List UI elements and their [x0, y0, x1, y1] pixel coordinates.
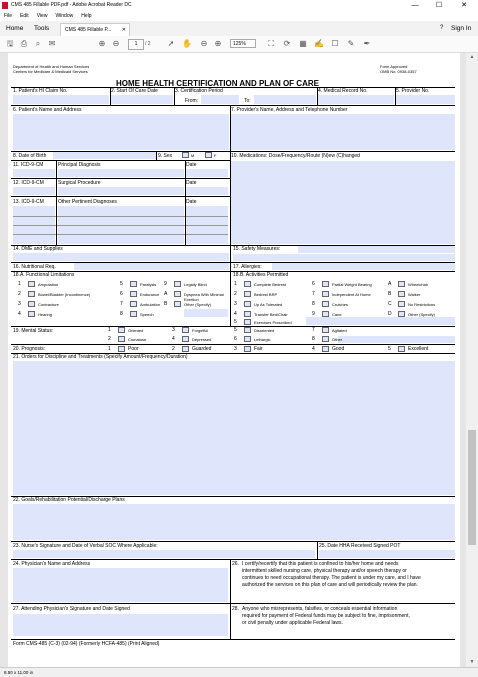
option-label: Guarded: [192, 346, 212, 352]
option-number: 4: [18, 311, 21, 317]
functional-other-field[interactable]: [184, 309, 228, 317]
divider: [174, 87, 175, 105]
label-allergies: 17. Allergies:: [233, 264, 262, 270]
minimize-button[interactable]: —: [411, 2, 419, 9]
divider: [230, 559, 231, 639]
maximize-button[interactable]: ☐: [435, 2, 443, 9]
option-label: Independent At Home: [332, 292, 371, 297]
principal-diagnosis-field[interactable]: [58, 169, 184, 177]
prognosis-checkbox[interactable]: [118, 346, 125, 352]
option-label: Walker: [408, 292, 421, 297]
option-number: 5: [120, 281, 123, 287]
option-number: 6: [312, 281, 315, 287]
certify-line-3: continues to need occupational therapy. The patient is under my care, and I have: [242, 575, 421, 581]
certify-line-2: intermittent skilled nursing care, physical therapy and/or speech therapy or: [242, 568, 407, 574]
page-total: / 2: [145, 41, 151, 47]
activities-checkbox[interactable]: [244, 319, 251, 325]
zoom-out-icon[interactable]: ⊖: [200, 39, 208, 48]
option-number: 2: [172, 346, 175, 352]
option-number: 6: [120, 291, 123, 297]
label-nurse-signature: 23. Nurse's Signature and Date of Verbal SOC Where Applicable:: [13, 543, 158, 549]
mental-status-checkbox[interactable]: [182, 327, 189, 333]
divider: [56, 160, 57, 246]
save-icon[interactable]: 🖫: [6, 39, 14, 48]
label-from: From:: [185, 98, 199, 104]
close-tab-icon[interactable]: ✕: [121, 27, 126, 33]
tab-home[interactable]: Home: [6, 25, 24, 32]
header-dept: Department of Health and Human Services: [13, 64, 90, 69]
label-icd-principal: 11. ICD-9-CM: [13, 162, 44, 168]
label-medications: 10. Medications: Dose/Frequency/Route (N)ew (C)hanged: [231, 153, 360, 159]
option-label: Wheelchair: [408, 282, 429, 287]
option-label: Other (Specify): [184, 302, 211, 307]
option-number: B: [388, 291, 392, 297]
zoom-level-dropdown[interactable]: 125%: [230, 39, 256, 48]
option-number: 2: [18, 291, 21, 297]
icd-principal-code-field[interactable]: [13, 169, 55, 177]
divider: [317, 541, 318, 559]
label-misrepresent-number: 28.: [232, 606, 239, 612]
divider: [185, 160, 186, 246]
activities-checkbox[interactable]: [244, 311, 251, 317]
option-label: Amputation: [38, 282, 59, 287]
functional-checkbox[interactable]: [28, 291, 35, 297]
divider: [156, 151, 157, 160]
activities-checkbox[interactable]: [398, 301, 405, 307]
activities-checkbox[interactable]: [322, 281, 329, 287]
document-viewer: [0, 53, 466, 667]
menu-edit[interactable]: Edit: [20, 13, 29, 19]
option-label: Poor: [128, 346, 139, 352]
divider: [11, 541, 455, 542]
activities-checkbox[interactable]: [398, 291, 405, 297]
option-label: Other (Specify): [408, 312, 435, 317]
option-label: Legally Blind: [184, 282, 207, 287]
previous-page-icon[interactable]: ⊕: [98, 39, 106, 48]
dme-field[interactable]: [13, 253, 229, 261]
label-date: Date: [186, 162, 197, 168]
read-mode-icon[interactable]: ▦: [299, 39, 307, 48]
prognosis-checkbox[interactable]: [244, 346, 251, 352]
page-number-input[interactable]: 1: [128, 39, 144, 50]
option-label: Paralysis: [140, 282, 157, 287]
mental-status-checkbox[interactable]: [118, 327, 125, 333]
activities-checkbox[interactable]: [244, 301, 251, 307]
tab-bar: [0, 21, 478, 37]
option-number: 5: [388, 346, 391, 352]
divider: [11, 559, 455, 560]
option-label: Bowel/Bladder (Incontinence): [38, 292, 91, 297]
medical-record-field[interactable]: [318, 95, 394, 104]
divider: [395, 87, 396, 105]
label-functional-limitations: 18.A. Functional Limitations: [13, 272, 75, 278]
menu-file[interactable]: File: [4, 13, 13, 19]
option-label: Disoriented: [254, 328, 275, 333]
option-number: 4: [234, 311, 237, 317]
label-icd-other: 13. ICD-9-CM: [13, 199, 44, 205]
pdf-page: [8, 53, 460, 667]
option-number: 7: [120, 301, 123, 307]
activities-other-field[interactable]: [306, 317, 455, 325]
option-label: Lethargic: [254, 337, 271, 342]
label-sex-m: M: [191, 153, 195, 158]
functional-checkbox[interactable]: [130, 301, 137, 307]
option-number: B: [164, 301, 168, 307]
safety-field-2[interactable]: [233, 254, 455, 261]
mail-icon[interactable]: ✉: [48, 39, 56, 48]
divider: [110, 87, 111, 105]
label-physician-name: 24. Physician's Name and Address: [13, 561, 91, 567]
label-surgical-procedure: Surgical Procedure: [58, 180, 101, 186]
option-label: Depressed: [192, 337, 212, 342]
label-date: Date: [186, 199, 197, 205]
label-sex-f: F: [214, 153, 217, 158]
option-number: C: [388, 301, 392, 307]
principal-date-field[interactable]: [186, 169, 228, 177]
form-footer: Form CMS-485 (C-3) (02-94) (Formerly HCFA-485) (Print Aligned): [13, 641, 160, 647]
option-label: Oriented: [128, 328, 144, 333]
start-of-care-field[interactable]: [111, 95, 173, 104]
activities-checkbox[interactable]: [322, 301, 329, 307]
divider: [13, 225, 228, 226]
functional-checkbox[interactable]: [130, 281, 137, 287]
mental-status-checkbox[interactable]: [244, 336, 251, 342]
divider: [11, 105, 455, 106]
option-number: D: [388, 311, 392, 317]
option-number: 1: [108, 327, 111, 333]
divider: [230, 105, 231, 151]
allergies-field[interactable]: [272, 263, 455, 270]
divider: [13, 216, 228, 217]
highlight-icon[interactable]: ✎: [347, 39, 355, 48]
provider-name-field[interactable]: [231, 114, 455, 150]
option-number: 1: [18, 281, 21, 287]
option-label: Good: [332, 346, 345, 352]
mental-status-checkbox[interactable]: [118, 336, 125, 342]
label-mental-status: 19. Mental Status:: [13, 328, 54, 334]
provider-no-field[interactable]: [396, 95, 455, 104]
label-to: To:: [244, 98, 251, 104]
option-number: A: [164, 291, 168, 297]
option-label: Speech: [140, 312, 154, 317]
tab-tools[interactable]: Tools: [34, 25, 50, 32]
label-medical-record: 4. Medical Record No.: [318, 88, 368, 94]
certify-line-4: authorized the services on this plan of care and will periodically review the plan.: [242, 582, 418, 588]
page-size-readout: 8.50 x 11.00 in: [4, 670, 34, 675]
label-start-of-care: 2. Start Of Care Date: [111, 88, 158, 94]
divider: [13, 234, 228, 235]
label-provider-no: 5. Provider No.: [396, 88, 430, 94]
option-number: 9: [312, 311, 315, 317]
label-sex: 9. Sex: [158, 153, 173, 159]
header-cms: Centers for Medicare & Medicaid Services: [13, 69, 88, 74]
option-label: Complete Bedrest: [254, 282, 287, 287]
goals-field[interactable]: [13, 504, 455, 540]
safety-field-1[interactable]: [298, 246, 455, 253]
option-number: 3: [234, 346, 237, 352]
option-label: Excellent: [408, 346, 429, 352]
divider: [11, 178, 230, 179]
option-label: Endurance: [140, 292, 160, 297]
label-date: Date: [186, 180, 197, 186]
functional-checkbox[interactable]: [130, 291, 137, 297]
activities-checkbox[interactable]: [322, 311, 329, 317]
attending-signature-field[interactable]: [13, 614, 228, 636]
label-safety: 15. Safety Measures:: [233, 246, 281, 252]
divider: [11, 87, 455, 88]
option-label: Bedrest BRP: [254, 292, 278, 297]
form-approved: Form Approved: [380, 64, 408, 69]
option-label: Ambulation: [140, 302, 161, 307]
label-goals: 22. Goals/Rehabilitation Potential/Discharge Plans: [13, 497, 125, 503]
nurse-signature-field[interactable]: [13, 550, 315, 558]
divider: [230, 151, 231, 246]
divider: [11, 639, 455, 640]
rotate-icon[interactable]: ⟳: [283, 39, 291, 48]
label-dme: 14. DME and Supplies: [13, 246, 63, 252]
option-number: 5: [234, 319, 237, 325]
acrobat-app-icon: [2, 2, 8, 9]
option-label: Contracture: [38, 302, 59, 307]
option-number: 4: [312, 346, 315, 352]
functional-checkbox[interactable]: [174, 301, 181, 307]
divider: [11, 326, 455, 327]
option-number: 3: [234, 301, 237, 307]
sex-m-checkbox[interactable]: [182, 152, 189, 158]
misrepresent-line-3: or civil penalty under applicable Federal laws.: [242, 620, 343, 626]
option-label: Comatose: [128, 337, 147, 342]
option-number: 5: [234, 327, 237, 333]
functional-checkbox[interactable]: [174, 281, 181, 287]
option-number: 4: [172, 336, 175, 342]
menu-window[interactable]: Window: [55, 13, 74, 19]
scroll-down-icon[interactable]: ▼: [469, 659, 475, 665]
title-bar: [0, 0, 478, 11]
tab-document[interactable]: [60, 23, 130, 36]
option-label: Up As Tolerated: [254, 302, 283, 307]
option-number: 8: [312, 301, 315, 307]
option-number: 3: [18, 301, 21, 307]
icd-surgical-code-field[interactable]: [13, 187, 55, 195]
option-label: Cane: [332, 312, 342, 317]
option-number: 7: [312, 291, 315, 297]
activities-checkbox[interactable]: [398, 281, 405, 287]
nutritional-field[interactable]: [74, 263, 229, 270]
zoom-in-icon[interactable]: ⊕: [214, 39, 222, 48]
help-icon[interactable]: ?: [440, 25, 444, 31]
label-nutritional: 16. Nutritional Req.: [13, 264, 56, 270]
select-cursor-icon[interactable]: ➚: [167, 39, 175, 48]
misrepresent-line-1: Anyone who misrepresents, falsifies, or conceals essential information: [242, 606, 398, 612]
label-activities-permitted: 18.B. Activities Permitted: [233, 272, 289, 278]
menu-help[interactable]: Help: [81, 13, 92, 19]
toolbar: [0, 36, 478, 53]
fill-sign-icon[interactable]: ✍: [314, 39, 324, 48]
patient-name-field[interactable]: [13, 114, 229, 150]
option-number: 1: [234, 281, 237, 287]
surgical-date-field[interactable]: [186, 187, 228, 195]
option-label: Crutches: [332, 302, 349, 307]
option-label: Forgetful: [192, 328, 208, 333]
mental-status-checkbox[interactable]: [244, 327, 251, 333]
option-label: No Restrictions: [408, 302, 436, 307]
prognosis-checkbox[interactable]: [182, 346, 189, 352]
label-date-received: 25. Date HHA Received Signed POT: [319, 543, 401, 549]
sign-icon[interactable]: ✒: [363, 39, 371, 48]
mental-other-field[interactable]: [338, 336, 455, 343]
label-patient-name: 6. Patient's Name and Address: [13, 107, 82, 113]
label-principal-diagnosis: Principal Diagnosis: [58, 162, 101, 168]
scroll-up-icon[interactable]: ▲: [469, 54, 475, 60]
functional-checkbox[interactable]: [130, 311, 137, 317]
cert-to-field[interactable]: [254, 95, 316, 104]
label-claim-no: 1. Patient's HI Claim No.: [13, 88, 68, 94]
date-received-field[interactable]: [319, 550, 455, 558]
next-page-icon[interactable]: ⊖: [112, 39, 120, 48]
functional-checkbox[interactable]: [28, 311, 35, 317]
functional-checkbox[interactable]: [28, 301, 35, 307]
dob-field[interactable]: [53, 152, 156, 159]
divider: [11, 344, 455, 345]
mental-status-checkbox[interactable]: [182, 336, 189, 342]
option-label: Exercises Prescribed: [254, 320, 292, 325]
option-label: Hearing: [38, 312, 53, 317]
option-label: Partial Weight Bearing: [332, 282, 372, 287]
option-number: 8: [120, 311, 123, 317]
document-tab-label: CMS 485 Fillable P...: [65, 27, 112, 33]
divider: [11, 160, 230, 161]
functional-checkbox[interactable]: [174, 291, 181, 297]
close-window-button[interactable]: ✕: [461, 2, 467, 9]
window-title: CMS 485 Fillable PDF.pdf - Adobe Acrobat Reader DC: [11, 2, 132, 8]
functional-checkbox[interactable]: [28, 281, 35, 287]
option-number: 3: [172, 327, 175, 333]
surgical-procedure-field[interactable]: [58, 187, 184, 195]
divider: [11, 196, 230, 197]
prognosis-checkbox[interactable]: [398, 346, 405, 352]
label-attending-signature: 27. Attending Physician's Signature and Date Signed: [13, 606, 130, 612]
orders-field[interactable]: [13, 361, 455, 495]
comment-icon[interactable]: ☐: [331, 39, 339, 48]
option-number: 2: [108, 336, 111, 342]
omb-number: OMB No. 0938-0357: [380, 69, 417, 74]
label-orders: 21. Orders for Discipline and Treatments (Specify Amount/Frequency/Duration): [13, 354, 188, 360]
sex-f-checkbox[interactable]: [205, 152, 212, 158]
option-label: Fair: [254, 346, 263, 352]
option-label: Dyspnea With Minimal Exertion: [184, 292, 224, 302]
option-number: 1: [108, 346, 111, 352]
label-provider-name: 7. Provider's Name, Address and Telephone Number: [231, 107, 348, 113]
label-icd-surgical: 12. ICD-9-CM: [13, 180, 44, 186]
option-number: 2: [234, 291, 237, 297]
activities-checkbox[interactable]: [322, 291, 329, 297]
certify-line-1: I certify/recertify that this patient is confined to his/her home and needs: [242, 561, 399, 567]
hand-tool-icon[interactable]: ✋: [182, 39, 192, 48]
medications-field[interactable]: [231, 161, 455, 244]
cert-from-field[interactable]: [201, 95, 239, 104]
claim-no-field[interactable]: [13, 95, 109, 104]
divider: [317, 87, 318, 105]
mental-status-checkbox[interactable]: [322, 336, 329, 342]
label-cert-period: 3. Certification Period: [175, 88, 223, 94]
activities-checkbox[interactable]: [398, 311, 405, 317]
vertical-scrollbar[interactable]: [466, 53, 478, 667]
menu-view[interactable]: View: [36, 13, 48, 19]
option-number: 8: [312, 336, 315, 342]
misrepresent-line-2: required for payment of Federal funds may be subject to fine, imprisonment,: [242, 613, 410, 619]
activities-checkbox[interactable]: [244, 281, 251, 287]
search-icon[interactable]: ⌕: [35, 39, 41, 48]
fit-page-icon[interactable]: ⛶: [268, 39, 274, 48]
option-number: 9: [164, 281, 167, 287]
label-dob: 8. Date of Birth: [13, 153, 47, 159]
divider: [11, 603, 455, 604]
option-label: Other: [332, 337, 343, 342]
form-title: HOME HEALTH CERTIFICATION AND PLAN OF CARE: [116, 79, 319, 88]
label-certify-number: 26.: [232, 561, 239, 567]
activities-checkbox[interactable]: [244, 291, 251, 297]
option-number: 7: [312, 327, 315, 333]
menu-bar: [0, 11, 478, 21]
label-other-diagnoses: Other Pertinent Diagnoses: [58, 199, 117, 205]
mental-status-checkbox[interactable]: [322, 327, 329, 333]
option-label: Transfer Bed/Chair: [254, 312, 288, 317]
option-number: A: [388, 281, 392, 287]
print-icon[interactable]: ⎙: [20, 39, 28, 48]
prognosis-checkbox[interactable]: [322, 346, 329, 352]
sign-in-link[interactable]: Sign In: [451, 25, 472, 32]
option-number: 6: [234, 336, 237, 342]
label-prognosis: 20. Prognosis:: [13, 346, 45, 352]
physician-name-field[interactable]: [13, 568, 228, 602]
scroll-thumb[interactable]: [468, 430, 476, 545]
option-label: Agitated: [332, 328, 347, 333]
